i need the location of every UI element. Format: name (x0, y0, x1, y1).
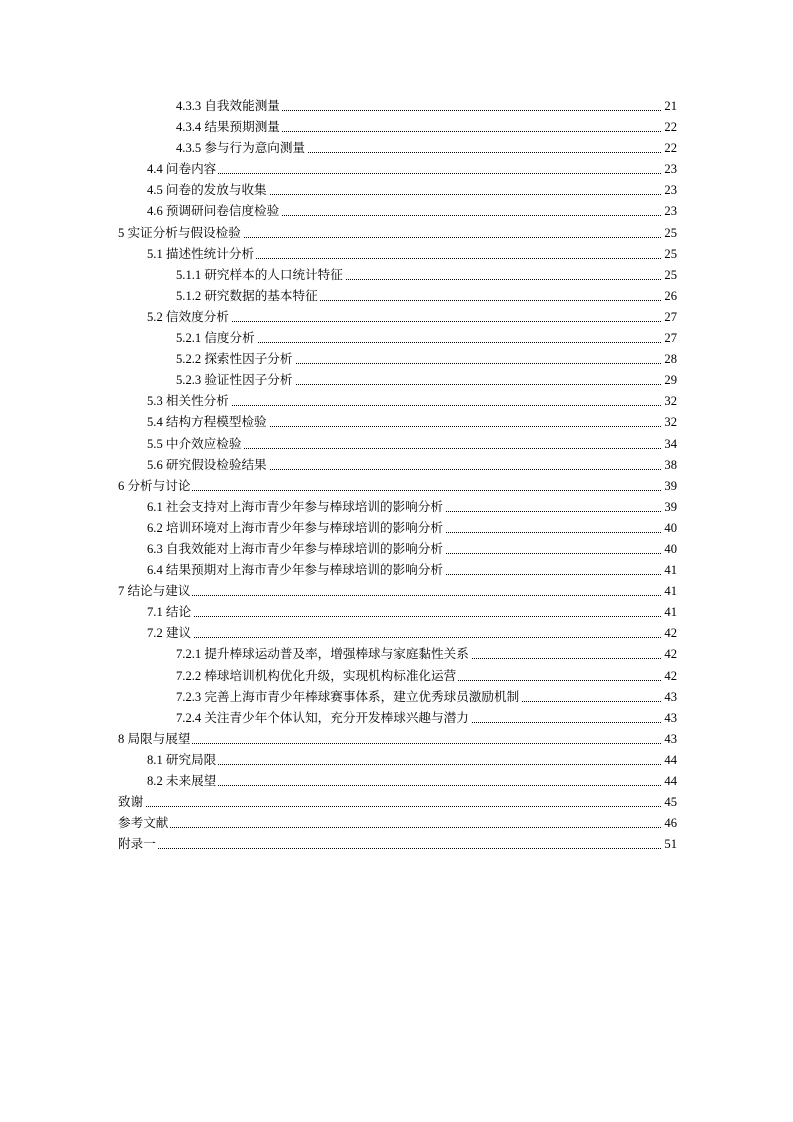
toc-entry-label: 4.5 问卷的发放与收集 (147, 180, 269, 201)
toc-entry[interactable] (0, 497, 793, 518)
dot-leader (147, 785, 671, 786)
toc-entry-label: 5.6 研究假设检验结果 (147, 455, 269, 476)
toc-page-number: 42 (662, 623, 677, 644)
toc-entry[interactable] (0, 391, 793, 412)
dot-leader (118, 743, 671, 744)
toc-page-number: 45 (662, 792, 677, 813)
toc-entry[interactable] (0, 813, 793, 834)
toc-entry-label: 7.2.1 提升棒球运动普及率，增强棒球与家庭黏性关系 (176, 644, 471, 665)
toc-entry-label: 5.4 结构方程模型检验 (147, 412, 269, 433)
toc-entry-label: 5.1 描述性统计分析 (147, 244, 256, 265)
toc-entry[interactable] (0, 244, 793, 265)
toc-page-number: 25 (662, 265, 677, 286)
toc-entry[interactable] (0, 750, 793, 771)
toc-entry[interactable] (0, 476, 793, 497)
toc-entry-label: 6.3 自我效能对上海市青少年参与棒球培训的影响分析 (147, 539, 445, 560)
toc-page-number: 41 (662, 560, 677, 581)
toc-page-number: 23 (662, 201, 677, 222)
dot-leader (118, 848, 671, 849)
toc-entry-label: 5.1.1 研究样本的人口统计特征 (176, 265, 345, 286)
toc-entry[interactable] (0, 349, 793, 370)
toc-entry[interactable] (0, 539, 793, 560)
toc-entry-label: 6.4 结果预期对上海市青少年参与棒球培训的影响分析 (147, 560, 445, 581)
toc-entry-label: 7 结论与建议 (118, 581, 192, 602)
toc-page-number: 46 (662, 813, 677, 834)
toc-entry-label: 5.1.2 研究数据的基本特征 (176, 286, 320, 307)
toc-entry-label: 5.2.1 信度分析 (176, 328, 257, 349)
toc-entry-label: 6.1 社会支持对上海市青少年参与棒球培训的影响分析 (147, 497, 445, 518)
toc-page-number: 26 (662, 286, 677, 307)
dot-leader (147, 173, 671, 174)
toc-page-number: 40 (662, 539, 677, 560)
toc-entry-label: 4.3.4 结果预期测量 (176, 117, 282, 138)
toc-entry-label: 5.5 中介效应检验 (147, 434, 243, 455)
table-of-contents (0, 96, 793, 855)
toc-entry[interactable] (0, 687, 793, 708)
toc-page-number: 25 (662, 244, 677, 265)
dot-leader (118, 827, 671, 828)
toc-page-number: 34 (662, 434, 677, 455)
toc-entry[interactable] (0, 159, 793, 180)
toc-entry-label: 7.1 结论 (147, 602, 193, 623)
toc-entry[interactable] (0, 223, 793, 244)
dot-leader (118, 595, 671, 596)
toc-entry[interactable] (0, 729, 793, 750)
toc-entry[interactable] (0, 518, 793, 539)
dot-leader (118, 806, 671, 807)
toc-entry-label: 4.3.5 参与行为意向测量 (176, 138, 307, 159)
toc-entry-label: 4.3.3 自我效能测量 (176, 96, 282, 117)
toc-entry[interactable] (0, 792, 793, 813)
toc-entry-label: 6 分析与讨论 (118, 476, 192, 497)
toc-page-number: 40 (662, 518, 677, 539)
toc-entry-label: 致谢 (118, 792, 145, 813)
toc-page-number: 22 (662, 117, 677, 138)
toc-entry[interactable] (0, 834, 793, 855)
toc-entry[interactable] (0, 201, 793, 222)
toc-entry-label: 4.6 预调研问卷信度检验 (147, 201, 281, 222)
toc-page-number: 25 (662, 223, 677, 244)
toc-entry[interactable] (0, 180, 793, 201)
toc-entry[interactable] (0, 455, 793, 476)
dot-leader (147, 616, 671, 617)
toc-entry[interactable] (0, 708, 793, 729)
toc-entry-label: 8.2 未来展望 (147, 771, 218, 792)
toc-page-number: 43 (662, 729, 677, 750)
toc-entry[interactable] (0, 307, 793, 328)
toc-entry[interactable] (0, 560, 793, 581)
toc-entry[interactable] (0, 117, 793, 138)
toc-page-number: 22 (662, 138, 677, 159)
toc-entry-label: 7.2.2 棒球培训机构优化升级，实现机构标准化运营 (176, 666, 458, 687)
toc-entry[interactable] (0, 96, 793, 117)
toc-entry[interactable] (0, 370, 793, 391)
dot-leader (118, 490, 671, 491)
toc-entry-label: 附录一 (118, 834, 158, 855)
toc-entry[interactable] (0, 286, 793, 307)
toc-entry[interactable] (0, 412, 793, 433)
toc-page-number: 42 (662, 644, 677, 665)
toc-entry-label: 4.4 问卷内容 (147, 159, 218, 180)
toc-entry[interactable] (0, 434, 793, 455)
toc-entry[interactable] (0, 581, 793, 602)
toc-entry[interactable] (0, 328, 793, 349)
toc-entry-label: 6.2 培训环境对上海市青少年参与棒球培训的影响分析 (147, 518, 445, 539)
toc-entry-label: 7.2 建议 (147, 623, 193, 644)
toc-entry-label: 5.2 信效度分析 (147, 307, 231, 328)
toc-page-number: 39 (662, 497, 677, 518)
toc-page-number: 32 (662, 391, 677, 412)
toc-page-number: 44 (662, 771, 677, 792)
toc-entry-label: 5.2.3 验证性因子分析 (176, 370, 295, 391)
toc-entry-label: 5 实证分析与假设检验 (118, 223, 243, 244)
toc-entry-label: 5.3 相关性分析 (147, 391, 231, 412)
toc-entry-label: 参考文献 (118, 813, 170, 834)
toc-page-number: 38 (662, 455, 677, 476)
toc-page-number: 51 (662, 834, 677, 855)
toc-page-number: 43 (662, 708, 677, 729)
toc-entry[interactable] (0, 138, 793, 159)
toc-page-number: 21 (662, 96, 677, 117)
toc-entry[interactable] (0, 771, 793, 792)
toc-page-number: 43 (662, 687, 677, 708)
toc-entry-label: 7.2.3 完善上海市青少年棒球赛事体系，建立优秀球员激励机制 (176, 687, 521, 708)
toc-entry[interactable] (0, 644, 793, 665)
toc-entry-label: 5.2.2 探索性因子分析 (176, 349, 295, 370)
toc-page-number: 29 (662, 370, 677, 391)
toc-page-number: 27 (662, 328, 677, 349)
toc-entry[interactable] (0, 602, 793, 623)
toc-page-number: 23 (662, 159, 677, 180)
toc-page-number: 44 (662, 750, 677, 771)
toc-page-number: 41 (662, 581, 677, 602)
dot-leader (147, 764, 671, 765)
toc-page-number: 28 (662, 349, 677, 370)
toc-entry[interactable] (0, 265, 793, 286)
toc-entry[interactable] (0, 623, 793, 644)
toc-entry-label: 8.1 研究局限 (147, 750, 218, 771)
toc-page-number: 41 (662, 602, 677, 623)
toc-page-number: 42 (662, 666, 677, 687)
dot-leader (147, 637, 671, 638)
toc-page-number: 39 (662, 476, 677, 497)
toc-entry[interactable] (0, 666, 793, 687)
toc-entry-label: 7.2.4 关注青少年个体认知，充分开发棒球兴趣与潜力 (176, 708, 471, 729)
toc-page-number: 32 (662, 412, 677, 433)
toc-page-number: 23 (662, 180, 677, 201)
toc-page-number: 27 (662, 307, 677, 328)
toc-entry-label: 8 局限与展望 (118, 729, 192, 750)
